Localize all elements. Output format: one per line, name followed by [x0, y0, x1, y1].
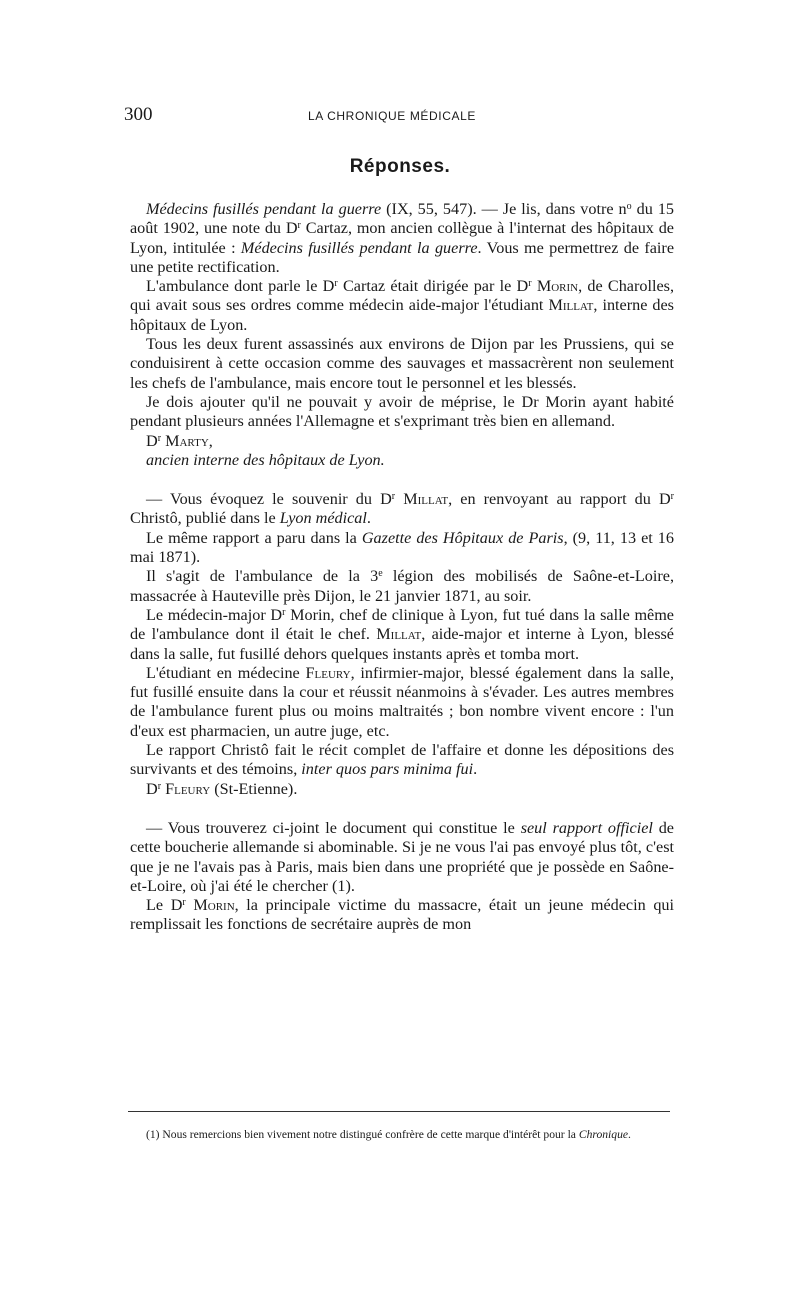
letter2-paragraph-3: Il s'agit de l'ambulance de la 3e légion des mobilisés de Saône-et-Loire, massacrée à Hauteville près Dijon, le 21 janvier 1871, au soir. — [130, 567, 675, 605]
letter1-signature: $D^r$ Marty, — [146, 431, 213, 450]
letter1-paragraph-2: L'ambulance dont parle le $D^r$ Cartaz était dirigée par le $D^r$ Morin, de Charolles, qui avait sous ses ordres comme médecin aide-major l'étudiant Millat, interne des hôpitaux de Lyon. — [130, 277, 674, 334]
letter3-paragraph-1: — Vous trouverez ci-joint le document qui constitue le seul rapport officiel de cette boucherie allemande si abominable. Si je ne vous l'ai pas envoyé plus tôt, c'est que je ne l'avais pas à Paris, mais bien dans une propriété que je possède en Saône-et-Loire, où j'ai été le chercher (1). — [130, 818, 674, 895]
letter2-signature: $D^r$ Fleury (St-Etienne). — [146, 779, 298, 798]
query-title: Médecins fusillés pendant la guerre — [146, 200, 382, 218]
article-body — [130, 200, 674, 935]
letter2-paragraph-5: L'étudiant en médecine Fleury, infirmier-major, blessé également dans la salle, fut fusillé ensuite dans la cour et réussit néanmoins à s'évader. Les autres membres de l'ambulance furent plus ou moins maltraités ; bon nombre vivent encore : l'un d'eux est pharmacien, un autre juge, etc. — [130, 663, 674, 740]
section-title: Réponses. — [349, 156, 451, 177]
letter3-paragraph-2: Le $D^r$ Morin, la principale victime du massacre, était un jeune médecin qui remplissait les fonctions de secrétaire auprès de mon — [130, 896, 675, 934]
letter1-paragraph-1: Médecins fusillés pendant la guerre (IX, 55, 547). — Je lis, dans votre $n^o$ du 15 août 1902, une note du $D^r$ Cartaz, mon ancien collègue à l'internat des hôpitaux de Lyon, intitulée : Médecins fusillés pendant la guerre. Vous me permettrez de faire une petite rectification. — [130, 200, 675, 276]
footnote-rule — [128, 1111, 670, 1112]
letter2-paragraph-4: Le médecin-major $D^r$ Morin, chef de clinique à Lyon, fut tué dans la salle même de l'ambulance dont il était le chef. Millat, aide-major et interne à Lyon, blessé dans la salle, fut fusillé dehors quelques instants après et tomba mort. — [130, 605, 674, 663]
page-number: 300 — [124, 104, 153, 125]
journal-title: LA CHRONIQUE MÉDICALE — [308, 109, 476, 123]
letter2-paragraph-1: — Vous évoquez le souvenir du $D^r$ Millat, en renvoyant au rapport du $D^r$ Christô, publié dans le Lyon médical. — [130, 490, 674, 528]
running-head — [124, 104, 676, 132]
letter1-signature-title: ancien interne des hôpitaux de Lyon. — [146, 450, 385, 469]
letter1-paragraph-4: Je dois ajouter qu'il ne pouvait y avoir de méprise, le Dr Morin ayant habité pendant plusieurs années l'Allemagne et s'exprimant très bien en allemand. — [130, 392, 674, 431]
letter2-paragraph-6: Le rapport Christô fait le récit complet de l'affaire et donne les dépositions des survivants et des témoins, inter quos pars minima fui. — [130, 741, 674, 779]
letter1-paragraph-3: Tous les deux furent assassinés aux environs de Dijon par les Prussiens, qui se conduisirent à cette occasion comme des sauvages et massacrèrent non seulement les chefs de l'ambulance, mais encore tout le personnel et les blessés. — [130, 335, 674, 392]
spacer — [130, 799, 674, 819]
letter2-paragraph-2: Le même rapport a paru dans la Gazette des Hôpitaux de Paris, (9, 11, 13 et 16 mai 1871). — [130, 528, 674, 567]
footnote: (1) Nous remercions bien vivement notre distingué confrère de cette marque d'intérêt pour la Chronique. — [146, 1128, 631, 1141]
spacer — [130, 470, 674, 490]
